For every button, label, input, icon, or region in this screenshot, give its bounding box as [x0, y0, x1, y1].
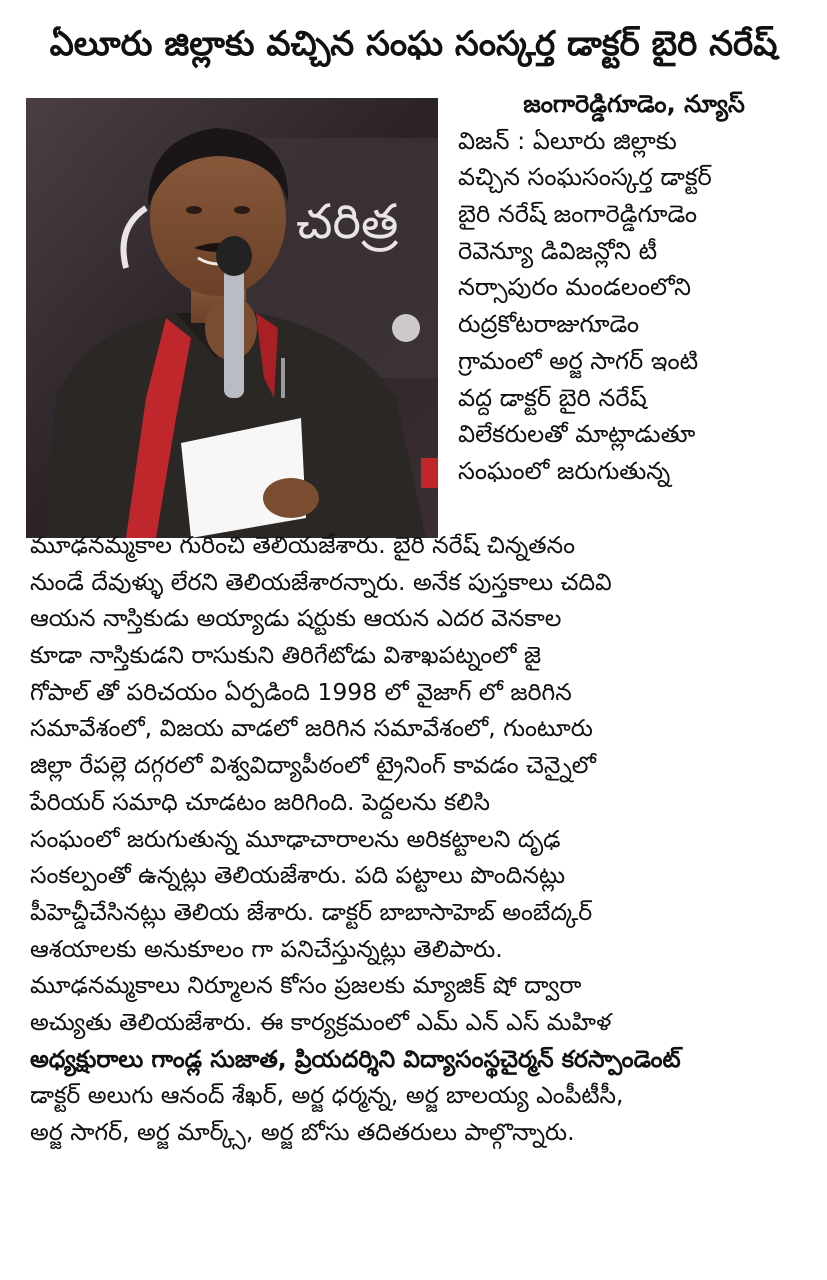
- speaker-photo-illustration: [26, 98, 438, 538]
- article-line: అచ్యుతు తెలియజేశారు. ఈ కార్యక్రమంలో ఎమ్ ఎన్ ఎస్ మహిళ: [30, 1007, 612, 1036]
- article-line: నర్సాపురం మండలంలోని: [458, 273, 691, 302]
- article-line: సంఘంలో జరుగుతున్న మూఢాచారాలను అరికట్టాలని దృఢ: [30, 824, 561, 853]
- article-line: ఆశయాలకు అనుకూలం గా పనిచేస్తున్నట్లు తెలిపారు.: [30, 934, 503, 963]
- article-line: వద్ద డాక్టర్ బైరి నరేష్: [458, 383, 647, 412]
- article-line: మూఢనమ్మకాలు నిర్మూలన కోసం ప్రజలకు మ్యాజిక్ షో ద్వారా: [30, 971, 582, 1000]
- article-line: పీహెచ్డీచేసినట్లు తెలియ జేశారు. డాక్టర్ బాబాసాహెబ్ అంబేద్కర్: [30, 897, 593, 926]
- article-line: సమావేశంలో, విజయ వాడలో జరిగిన సమావేశంలో, గుంటూరు: [30, 714, 593, 743]
- article-line: బైరి నరేష్ జంగారెడ్డిగూడెం: [458, 200, 698, 229]
- article-line: గోపాల్ తో పరిచయం ఏర్పడింది 1998 లో వైజాగ్ లో జరిగిన: [30, 677, 572, 706]
- article-line: డాక్టర్ అలుగు ఆనంద్ శేఖర్, అర్జ ధర్మన్న, అర్జ బాలయ్య ఎంపీటీసీ,: [30, 1081, 624, 1110]
- article-line: విలేకరులతో మాట్లాడుతూ: [458, 420, 696, 449]
- article-line: అర్జ సాగర్, అర్జ మార్క్స్, అర్జ బోసు తదితరులు పాల్గొన్నారు.: [30, 1118, 575, 1146]
- article-line: మూఢనమ్మకాల గురించి తెలియజేశారు. బైరి నరేష్ చిన్నతనం: [30, 531, 575, 559]
- banner-text: చరిత్ర: [296, 194, 399, 250]
- article-line: రుద్రకోటరాజుగూడెం: [458, 310, 640, 339]
- article-line: సంఘంలో జరుగుతున్న: [458, 456, 671, 485]
- dateline: జంగారెడ్డిగూడెం, న్యూస్: [523, 90, 745, 118]
- article-photo: [26, 98, 438, 538]
- article-line: నుండే దేవుళ్ళు లేరని తెలియజేశారన్నారు. అనేక పుస్తకాలు చదివి: [30, 567, 612, 596]
- article-side-column: [458, 86, 810, 490]
- article-line: సంకల్పంతో ఉన్నట్లు తెలియజేశారు. పది పట్టాలు పొందినట్లు: [30, 861, 566, 890]
- article-line: రెవెన్యూ డివిజన్లోని టీ: [458, 236, 658, 265]
- article-line: గ్రామంలో అర్జ సాగర్ ఇంటి: [458, 346, 699, 375]
- article-body: [30, 527, 810, 1151]
- article-line: పేరియర్ సమాధి చూడటం జరిగింది. పెద్దలను కలిసి: [30, 787, 491, 816]
- article-line: జిల్లా రేపల్లె దగ్గరలో విశ్వవిద్యాపీఠంలో ట్రైనింగ్ కావడం చెన్నైలో: [30, 751, 596, 780]
- headline: ఏలూరు జిల్లాకు వచ్చిన సంఘ సంస్కర్త డాక్టర్ బైరి నరేష్: [49, 24, 778, 64]
- article-line: వచ్చిన సంఘసంస్కర్త డాక్టర్: [458, 163, 712, 192]
- article-line: అధ్యక్షురాలు గాండ్ల సుజాత, ప్రియదర్శిని విద్యాసంస్థచైర్మన్ కరస్పాండెంట్: [30, 1044, 681, 1073]
- article-line: కూడా నాస్తికుడని రాసుకుని తిరిగేటోడు విశాఖపట్నంలో జై: [30, 641, 542, 670]
- article-line: ఆయన నాస్తికుడు అయ్యాడు షర్టుకు ఆయన ఎదర వెనకాల: [30, 604, 562, 633]
- article-line: విజన్ : ఏలూరు జిల్లాకు: [458, 126, 677, 155]
